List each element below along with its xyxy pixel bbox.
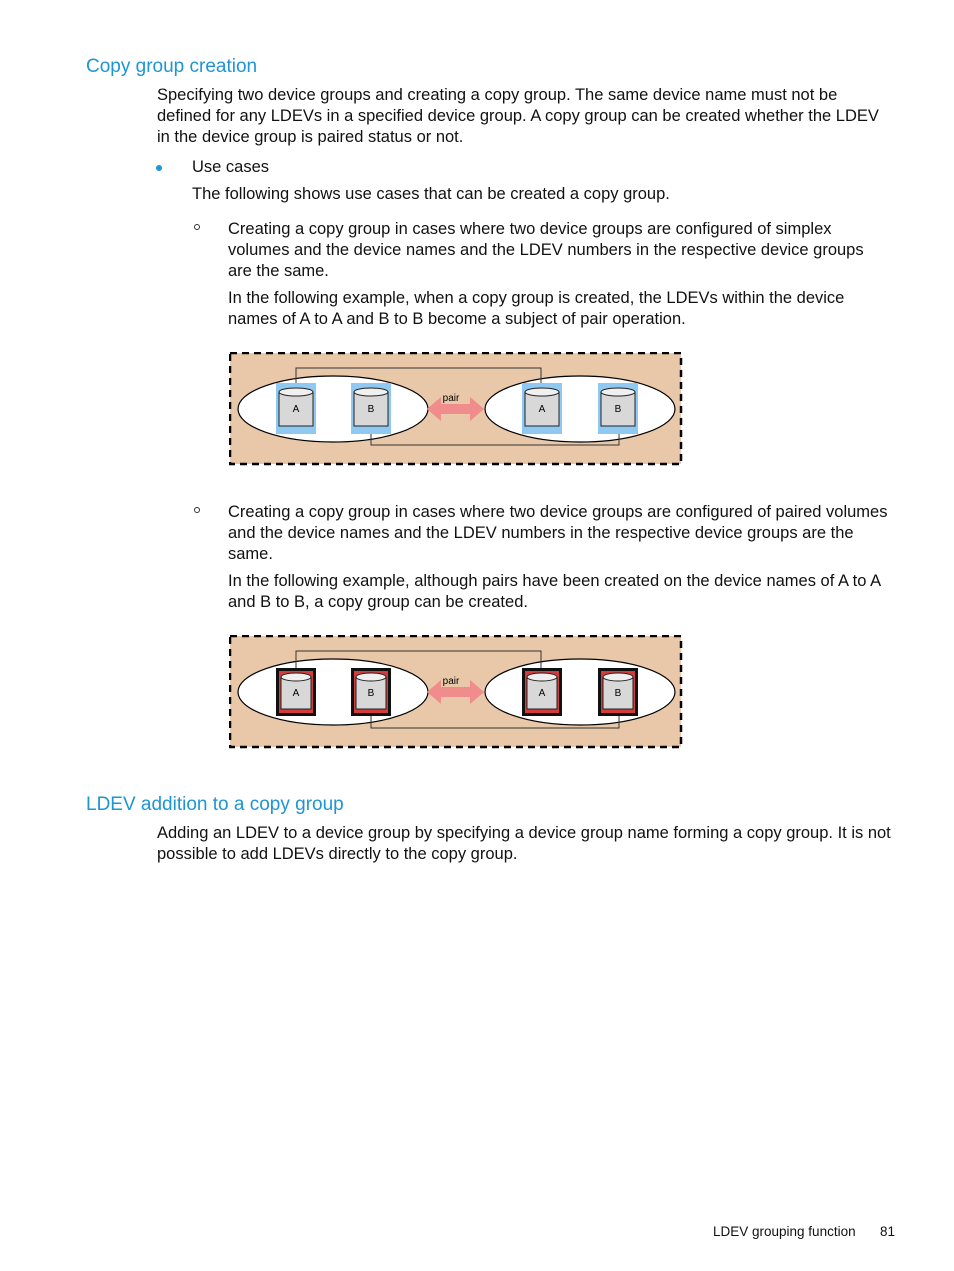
section-heading-copy-group-creation: Copy group creation	[86, 56, 258, 77]
case-2-example: In the following example, although pairs have been created on the device names of A to A and B to B, a copy group can be created.	[228, 572, 881, 611]
volume-b-left	[351, 383, 391, 434]
case-1-text: Creating a copy group in cases where two device groups are configured of simplex volumes and the device names and the LDEV numbers in the respective device groups are the same.	[228, 220, 864, 280]
volume-a-left-label: A	[292, 688, 300, 699]
volume-b-left-label: B	[367, 688, 375, 699]
volume-a-right-label: A	[538, 404, 546, 415]
section-heading-ldev-addition: LDEV addition to a copy group	[86, 794, 344, 815]
sub-bullet-dot	[194, 224, 200, 230]
volume-a-left-label: A	[292, 404, 300, 415]
sub-bullet-dot	[194, 507, 200, 513]
volume-a-right	[522, 383, 562, 434]
copy-group-diagram-paired	[229, 635, 683, 749]
copy-group-diagram-simplex	[229, 352, 683, 466]
volume-b-left-label: B	[367, 404, 375, 415]
volume-b-right	[598, 668, 638, 716]
bullet-dot	[156, 165, 162, 171]
intro-paragraph: Specifying two device groups and creating a copy group. The same device name must not be defined for any LDEVs in a specified device group. A copy group can be created whether the LDEV in the device group is paired status or not.	[157, 86, 879, 146]
pair-label: pair	[442, 676, 460, 687]
case-1-example: In the following example, when a copy group is created, the LDEVs within the device names of A to A and B to B become a subject of pair operation.	[228, 289, 845, 328]
ldev-addition-paragraph: Adding an LDEV to a device group by specifying a device group name forming a copy group. It is not possible to add LDEVs directly to the copy group.	[157, 824, 891, 863]
volume-a-left	[276, 383, 316, 434]
case-2-text: Creating a copy group in cases where two device groups are configured of paired volumes and the device names and the LDEV numbers in the respective device groups are the same.	[228, 503, 888, 563]
volume-b-right-label: B	[614, 688, 622, 699]
volume-a-right	[522, 668, 562, 716]
page-number: 81	[880, 1224, 896, 1239]
footer-title: LDEV grouping function	[713, 1224, 856, 1239]
bullet-text: The following shows use cases that can be created a copy group.	[192, 185, 670, 203]
pair-label: pair	[442, 393, 460, 404]
volume-a-left	[276, 668, 316, 716]
volume-a-right-label: A	[538, 688, 546, 699]
volume-b-left	[351, 668, 391, 716]
bullet-label: Use cases	[192, 158, 270, 176]
volume-b-right-label: B	[614, 404, 622, 415]
volume-b-right	[598, 383, 638, 434]
